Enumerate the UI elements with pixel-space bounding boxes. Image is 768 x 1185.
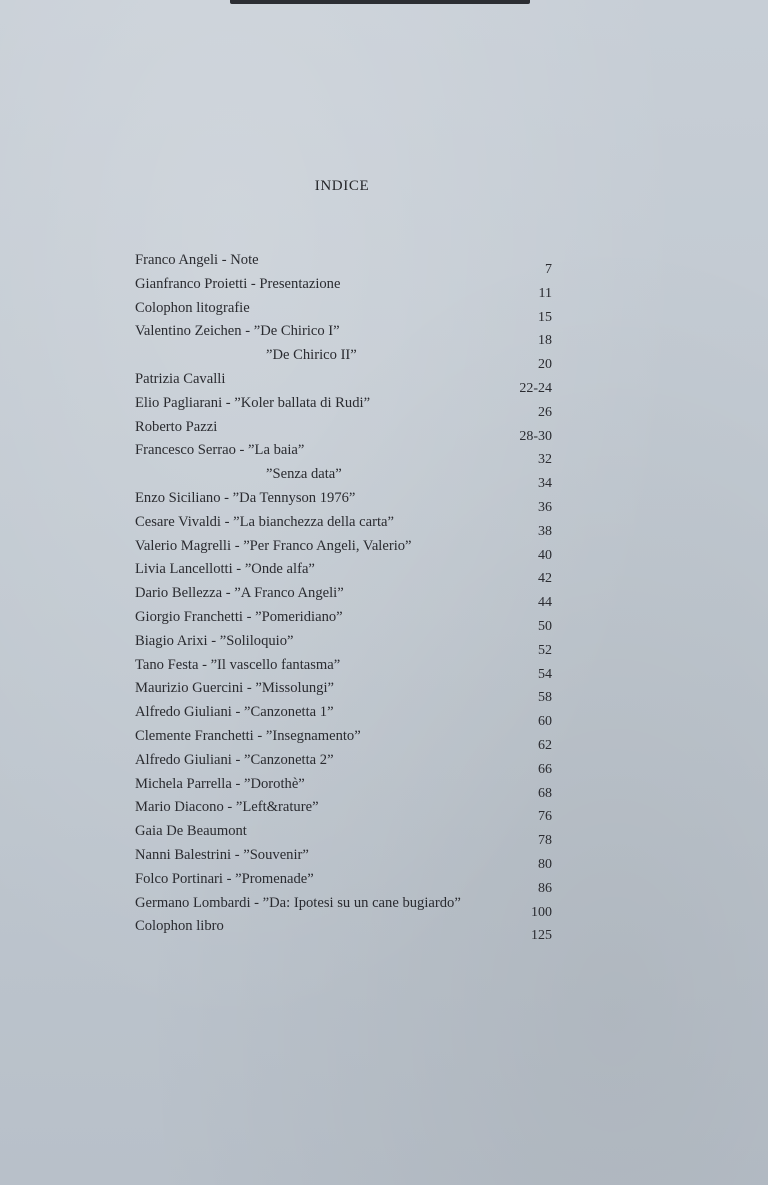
index-page-number: 20 [538, 357, 552, 373]
index-entry-label: Elio Pagliarani - ”Koler ballata di Rudi” [135, 394, 371, 411]
index-page-number: 36 [538, 499, 552, 515]
index-page-number: 11 [538, 285, 552, 301]
index-entry-label: Maurizio Guercini - ”Missolungi” [135, 680, 334, 697]
index-page-number: 22-24 [519, 380, 552, 396]
index-entry-label: Tano Festa - ”Il vascello fantasma” [135, 656, 341, 673]
index-page-number: 100 [531, 904, 552, 920]
index-entry-label: Folco Portinari - ”Promenade” [135, 870, 314, 887]
index-page-number: 42 [538, 571, 552, 587]
index-entry-label: Livia Lancellotti - ”Onde alfa” [135, 561, 315, 578]
index-entry-label: Colophon libro [135, 918, 224, 935]
index-page-number: 18 [538, 333, 552, 349]
index-page-number: 34 [538, 476, 552, 492]
index-entry-label: Valerio Magrelli - ”Per Franco Angeli, Valerio” [135, 537, 412, 554]
index-page-number: 26 [538, 404, 552, 420]
index-entry-label: Clemente Franchetti - ”Insegnamento” [135, 727, 361, 744]
index-page-number: 76 [538, 809, 552, 825]
index-page-number: 58 [538, 690, 552, 706]
index-page-number: 7 [545, 262, 552, 277]
index-entry-label: Giorgio Franchetti - ”Pomeridiano” [135, 608, 343, 625]
index-entry-label: Germano Lombardi - ”Da: Ipotesi su un cane bugiardo” [135, 894, 461, 911]
index-page-numbers [490, 258, 552, 948]
index-entry-label: Mario Diacono - ”Left&rature” [135, 799, 319, 816]
index-page-number: 68 [538, 785, 552, 801]
index-page-number: 15 [538, 309, 552, 325]
index-entry-label: Gianfranco Proietti - Presentazione [135, 275, 341, 292]
page-top-edge [230, 0, 530, 4]
index-entry-label: Patrizia Cavalli [135, 370, 226, 387]
index-page-number: 80 [538, 856, 552, 872]
index-entry-label: Gaia De Beaumont [135, 823, 247, 840]
index-entry-label: Franco Angeli - Note [135, 252, 259, 268]
index-entry-label: Enzo Siciliano - ”Da Tennyson 1976” [135, 489, 356, 506]
index-page-number: 125 [531, 928, 552, 944]
index-page-number: 62 [538, 737, 552, 753]
index-entry-label: Nanni Balestrini - ”Souvenir” [135, 846, 309, 863]
index-page-number: 44 [538, 595, 552, 611]
index-entry-label: Roberto Pazzi [135, 418, 218, 435]
index-entry-label: Alfredo Giuliani - ”Canzonetta 2” [135, 751, 334, 768]
index-page-number: 50 [538, 618, 552, 634]
index-page-number: 38 [538, 523, 552, 539]
index-entry-label: Biagio Arixi - ”Soliloquio” [135, 632, 294, 649]
index-page-number: 40 [538, 547, 552, 563]
index-entry-label: Michela Parrella - ”Dorothè” [135, 775, 305, 792]
index-entry-label: ”De Chirico II” [266, 347, 357, 364]
index-page-number: 54 [538, 666, 552, 682]
index-page-number: 66 [538, 761, 552, 777]
index-title: INDICE [314, 178, 370, 194]
index-page-number: 60 [538, 714, 552, 730]
index-entry-label: Alfredo Giuliani - ”Canzonetta 1” [135, 704, 334, 721]
index-page-number: 52 [538, 642, 552, 658]
index-entry-label: Cesare Vivaldi - ”La bianchezza della carta” [135, 513, 394, 530]
index-page-number: 78 [538, 833, 552, 849]
index-page-number: 28-30 [519, 428, 552, 444]
index-page-number: 86 [538, 880, 552, 896]
index-entry-label: Valentino Zeichen - ”De Chirico I” [135, 323, 340, 340]
index-page-number: 32 [538, 452, 552, 468]
index-entry-label: Francesco Serrao - ”La baia” [135, 442, 305, 459]
index-entry-label: Colophon litografie [135, 299, 250, 316]
index-entry-label: ”Senza data” [266, 466, 342, 483]
index-entry-label: Dario Bellezza - ”A Franco Angeli” [135, 585, 344, 602]
